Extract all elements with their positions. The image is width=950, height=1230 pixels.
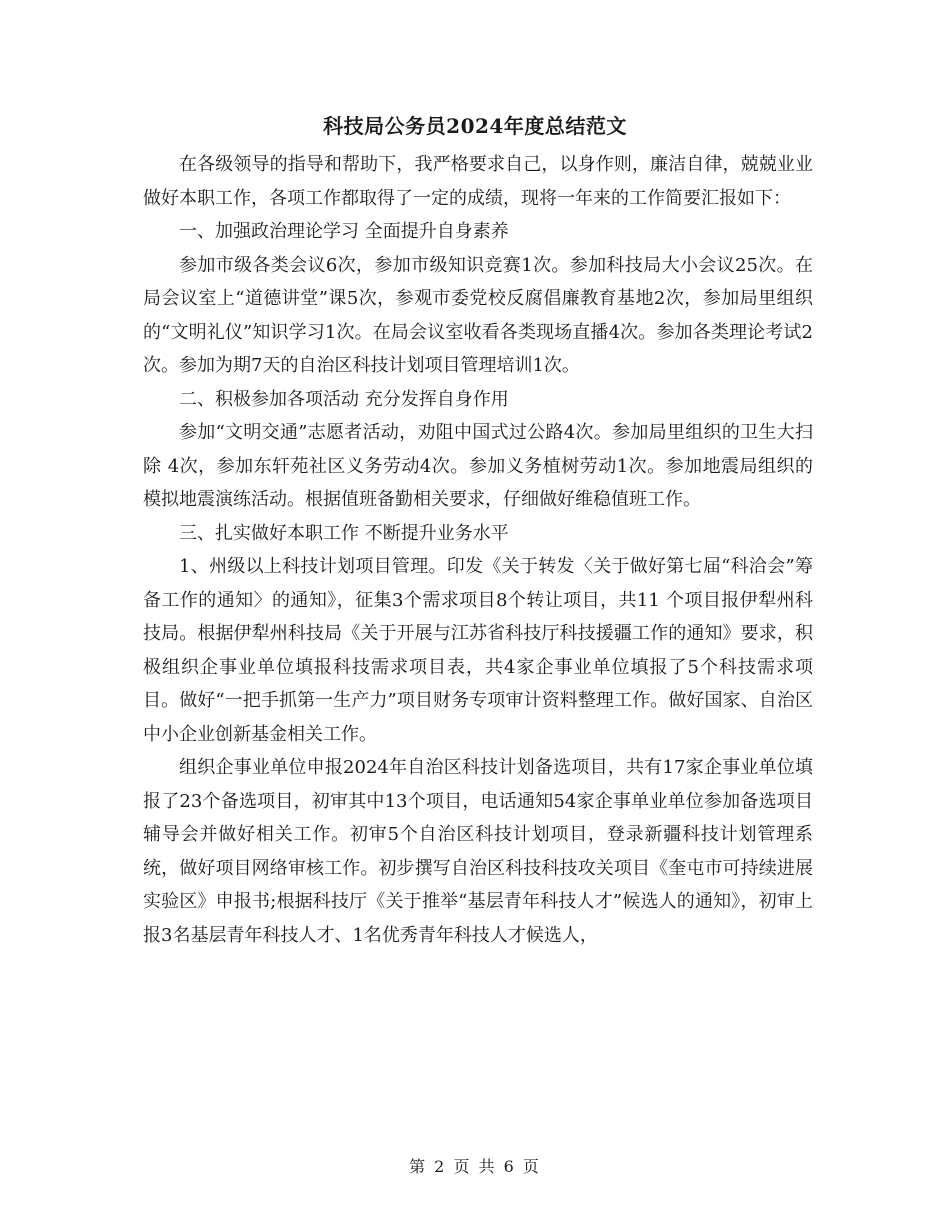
- document-body: [143, 148, 813, 952]
- document-title: 科技局公务员2024年度总结范文: [323, 114, 627, 138]
- page-number-footer: 第 2 页 共 6 页: [409, 1157, 541, 1176]
- section-paragraph-2: 参加“文明交通”志愿者活动，劝阻中国式过公路4次。参加局里组织的卫生大扫除 4次，参加东轩苑社区义务劳动4次。参加义务植树劳动1次。参加地震局组织的模拟地震演练活动。根据值班备勤相关要求，仔细做好维稳值班工作。: [143, 422, 813, 510]
- section-heading-1: 一、加强政治理论学习 全面提升自身素养: [179, 221, 509, 242]
- intro-paragraph: 在各级领导的指导和帮助下，我严格要求自己，以身作则，廉洁自律，兢兢业业做好本职工作，各项工作都取得了一定的成绩，现将一年来的工作简要汇报如下：: [143, 154, 813, 209]
- section-paragraph-4: 组织企事业单位申报2024年自治区科技计划备选项目，共有17家企事业单位填报了23个备选项目，初审其中13个项目，电话通知54家企事单业单位参加备选项目辅导会并做好相关工作。初审5个自治区科技计划项目，登录新疆科技计划管理系统，做好项目网络审核工作。初步撰写自治区科技科技攻关项目《奎屯市可持续进展实验区》申报书;根据科技厅《关于推举“基层青年科技人才”候选人的通知》，初审上报3名基层青年科技人才、1名优秀青年科技人才候选人，: [143, 757, 813, 946]
- section-heading-2: 二、积极参加各项活动 充分发挥自身作用: [179, 388, 509, 410]
- section-paragraph-1: 参加市级各类会议6次，参加市级知识竞赛1次。参加科技局大小会议25次。在局会议室上“道德讲堂”课5次，参观市委党校反腐倡廉教育基地2次，参加局里组织的“文明礼仪”知识学习1次。在局会议室收看各类现场直播4次。参加各类理论考试2次。参加为期7天的自治区科技计划项目管理培训1次。: [143, 254, 813, 376]
- section-paragraph-3: 1、州级以上科技计划项目管理。印发《关于转发〈关于做好第七届“科洽会”筹备工作的通知〉的通知》，征集3个需求项目8个转让项目，共11 个项目报伊犁州科技局。根据伊犁州科技局《关于开展与江苏省科技厅科技援疆工作的通知》要求，积极组织企事业单位填报科技需求项目表，共4家企事业单位填报了5个科技需求项目。做好“一把手抓第一生产力”项目财务专项审计资料整理工作。做好国家、自治区中小企业创新基金相关工作。: [143, 556, 813, 745]
- section-heading-3: 三、扎实做好本职工作 不断提升业务水平: [179, 522, 509, 544]
